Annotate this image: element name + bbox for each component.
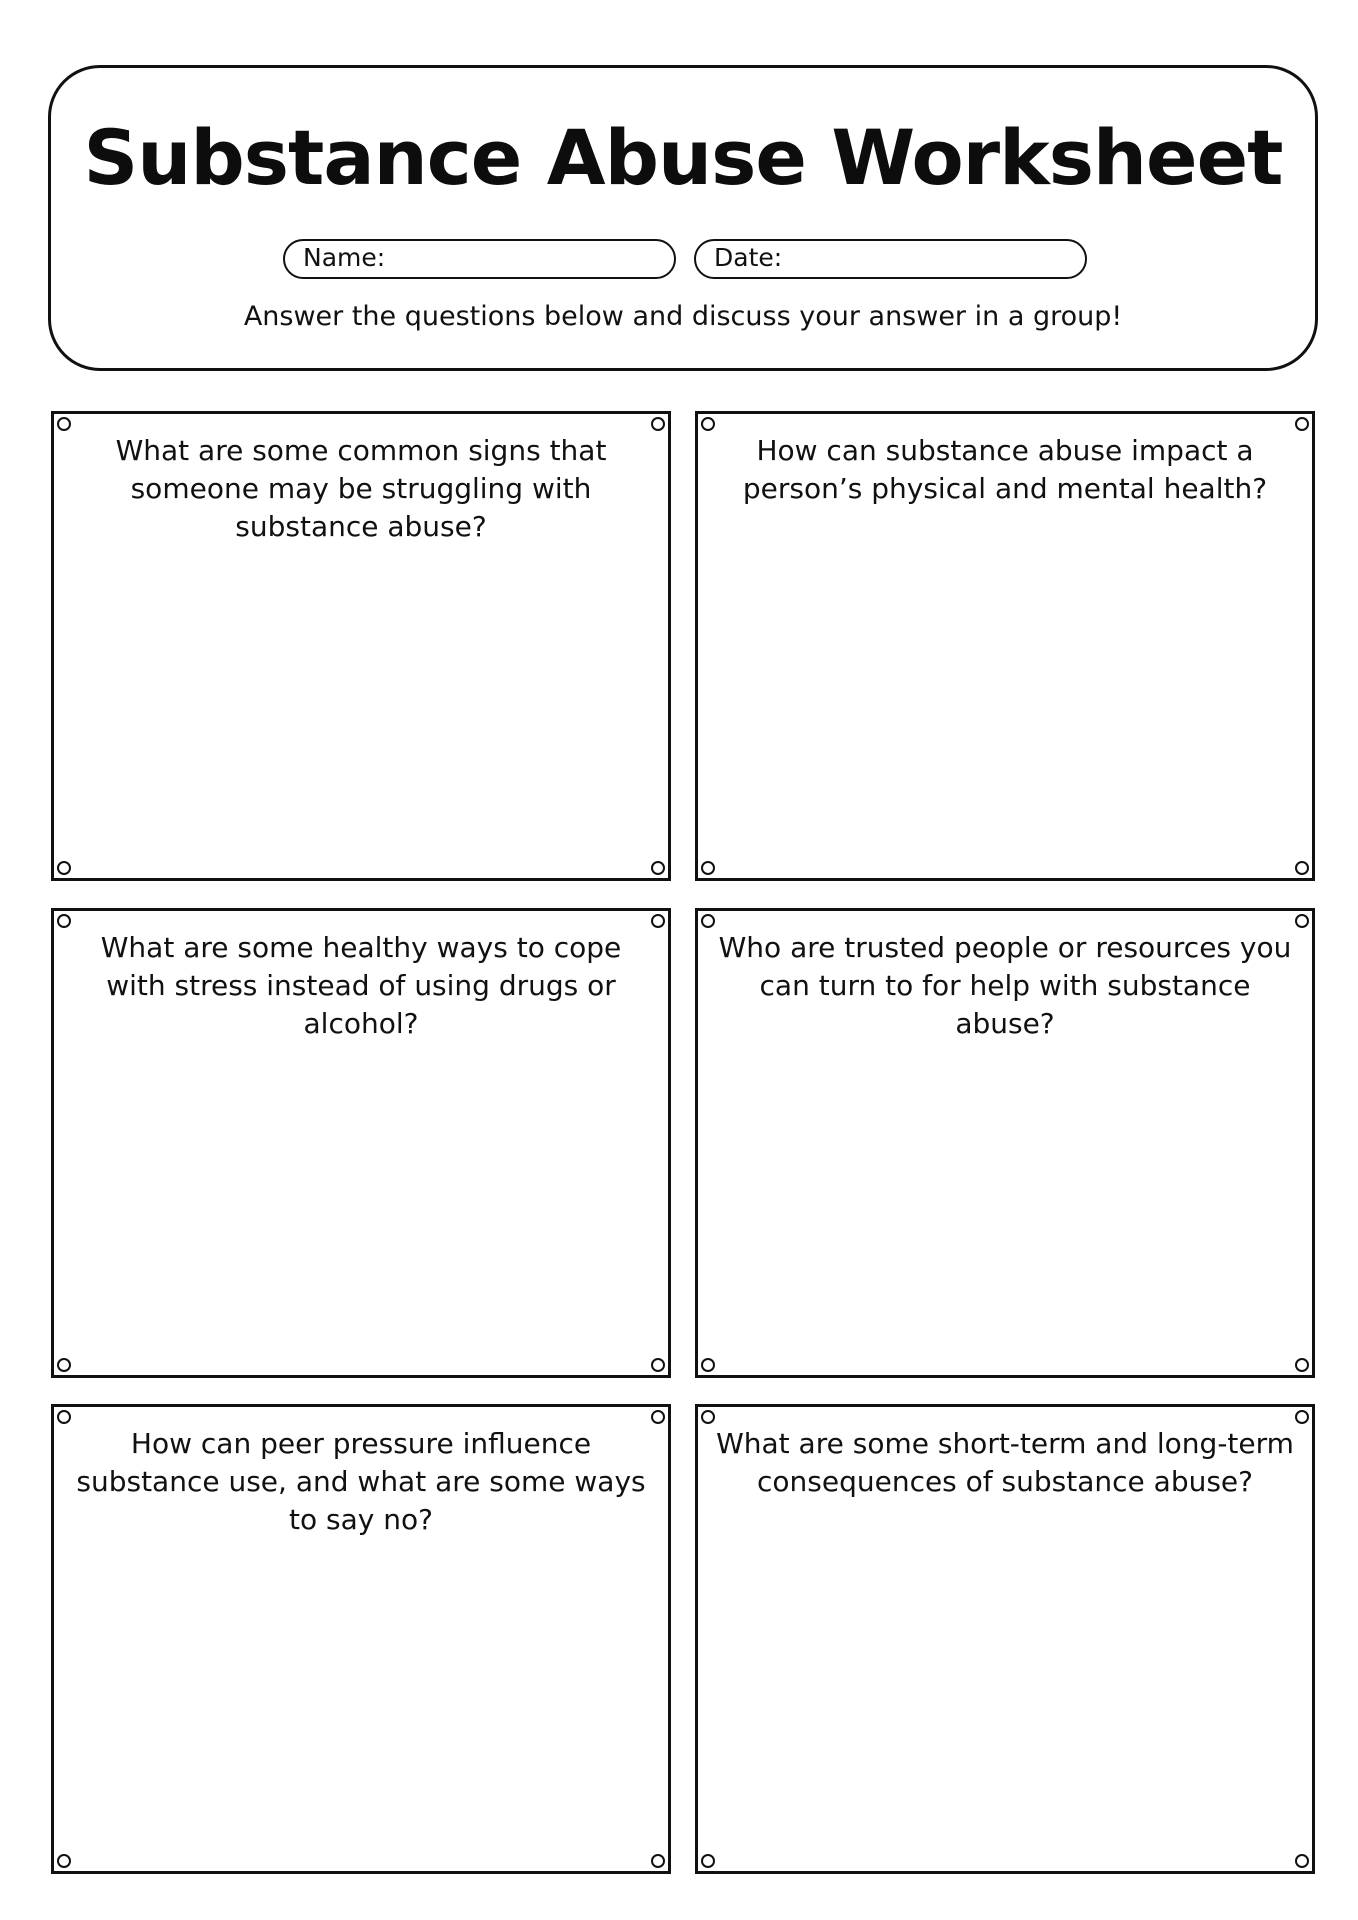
date-label: Date: [714, 243, 783, 272]
rivet-icon [57, 1358, 71, 1372]
rivet-icon [651, 914, 665, 928]
question-box-1[interactable] [51, 411, 671, 881]
name-label: Name: [303, 243, 386, 272]
rivet-icon [57, 417, 71, 431]
rivet-icon [1295, 861, 1309, 875]
question-text: What are some common signs that someone may be struggling with substance abuse? [115, 434, 607, 543]
question-text: How can substance abuse impact a person’s physical and mental health? [742, 434, 1268, 505]
rivet-icon [701, 1358, 715, 1372]
rivet-icon [651, 1854, 665, 1868]
question-box-3[interactable] [51, 908, 671, 1378]
rivet-icon [1295, 1410, 1309, 1424]
date-field[interactable] [694, 239, 1087, 279]
rivet-icon [57, 1410, 71, 1424]
rivet-icon [701, 417, 715, 431]
rivet-icon [651, 861, 665, 875]
rivet-icon [1295, 1358, 1309, 1372]
name-field[interactable] [283, 239, 676, 279]
rivet-icon [701, 914, 715, 928]
question-text: How can peer pressure influence substance use, and what are some ways to say no? [76, 1427, 646, 1536]
instructions-text: Answer the questions below and discuss your answer in a group! [243, 301, 1123, 332]
rivet-icon [1295, 914, 1309, 928]
rivet-icon [651, 1410, 665, 1424]
rivet-icon [57, 861, 71, 875]
rivet-icon [701, 1410, 715, 1424]
question-text: What are some healthy ways to cope with stress instead of using drugs or alcohol? [100, 931, 622, 1040]
rivet-icon [651, 1358, 665, 1372]
rivet-icon [57, 1854, 71, 1868]
question-box-5[interactable] [51, 1404, 671, 1874]
question-box-6[interactable] [695, 1404, 1315, 1874]
rivet-icon [1295, 417, 1309, 431]
worksheet-title: Substance Abuse Worksheet [83, 113, 1283, 202]
question-box-2[interactable] [695, 411, 1315, 881]
question-text: Who are trusted people or resources you can turn to for help with substance abuse? [718, 931, 1292, 1040]
question-box-4[interactable] [695, 908, 1315, 1378]
question-text: What are some short-term and long-term consequences of substance abuse? [716, 1427, 1294, 1498]
rivet-icon [651, 417, 665, 431]
rivet-icon [701, 861, 715, 875]
rivet-icon [1295, 1854, 1309, 1868]
header-panel [48, 65, 1318, 371]
rivet-icon [701, 1854, 715, 1868]
rivet-icon [57, 914, 71, 928]
